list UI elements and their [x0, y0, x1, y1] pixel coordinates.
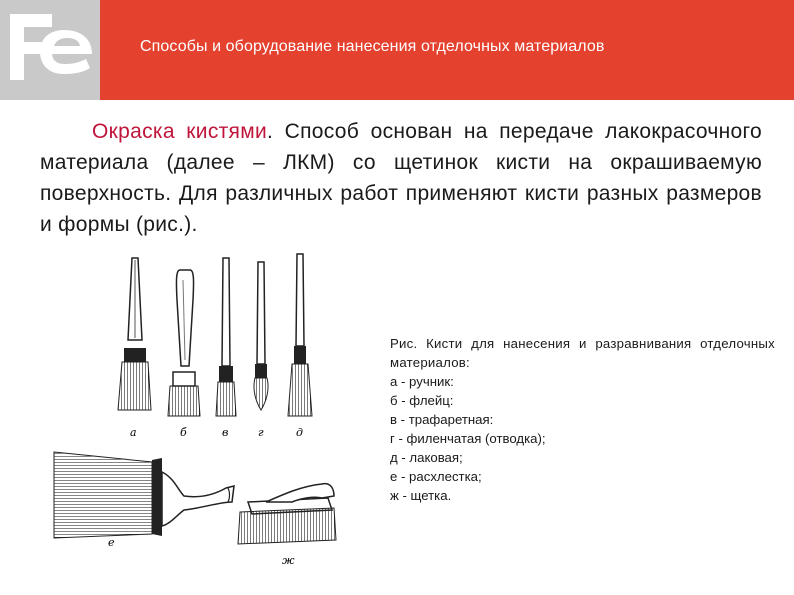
brush-d: [288, 254, 312, 416]
label-v: в: [222, 426, 229, 439]
brush-zh: [238, 484, 336, 544]
highlighted-term: Окраска кистями: [92, 120, 267, 143]
caption-item: в - трафаретная:: [390, 412, 494, 427]
label-e: е: [108, 536, 115, 549]
page-title: Способы и оборудование нанесения отделочных материалов: [140, 38, 605, 55]
caption-item: а - ручник:: [390, 374, 454, 389]
body-paragraph: [40, 116, 762, 240]
caption-item: д - лаковая;: [390, 450, 463, 465]
caption-item: е - расхлестка;: [390, 469, 482, 484]
brush-e: [54, 452, 234, 538]
caption-item: ж - щетка.: [390, 488, 452, 503]
caption-item: г - филенчатая (отводка);: [390, 431, 546, 446]
label-g: г: [258, 426, 264, 439]
brushes-figure: [52, 240, 382, 580]
label-b: б: [180, 426, 187, 439]
label-zh: ж: [282, 554, 295, 567]
title-bar: [100, 0, 794, 100]
label-d: д: [296, 426, 303, 439]
label-a: а: [130, 426, 137, 439]
logo-icon: [0, 0, 100, 100]
paragraph-text: . Способ основан на передаче лакокрасочного материала (далее – ЛКМ) со щетинок кисти на окрашиваемую поверхность. Для различных работ применяют кисти разных размеров и формы (рис.).: [40, 120, 762, 236]
caption-title: Рис. Кисти для нанесения и разравнивания отделочных материалов:: [390, 336, 775, 370]
logo-block: [0, 0, 100, 100]
brush-v: [216, 258, 236, 416]
caption-item: б - флейц:: [390, 393, 454, 408]
brush-b: [168, 270, 200, 416]
brush-a: [118, 258, 151, 410]
figure-caption: [390, 334, 775, 505]
brush-g: [254, 262, 268, 410]
